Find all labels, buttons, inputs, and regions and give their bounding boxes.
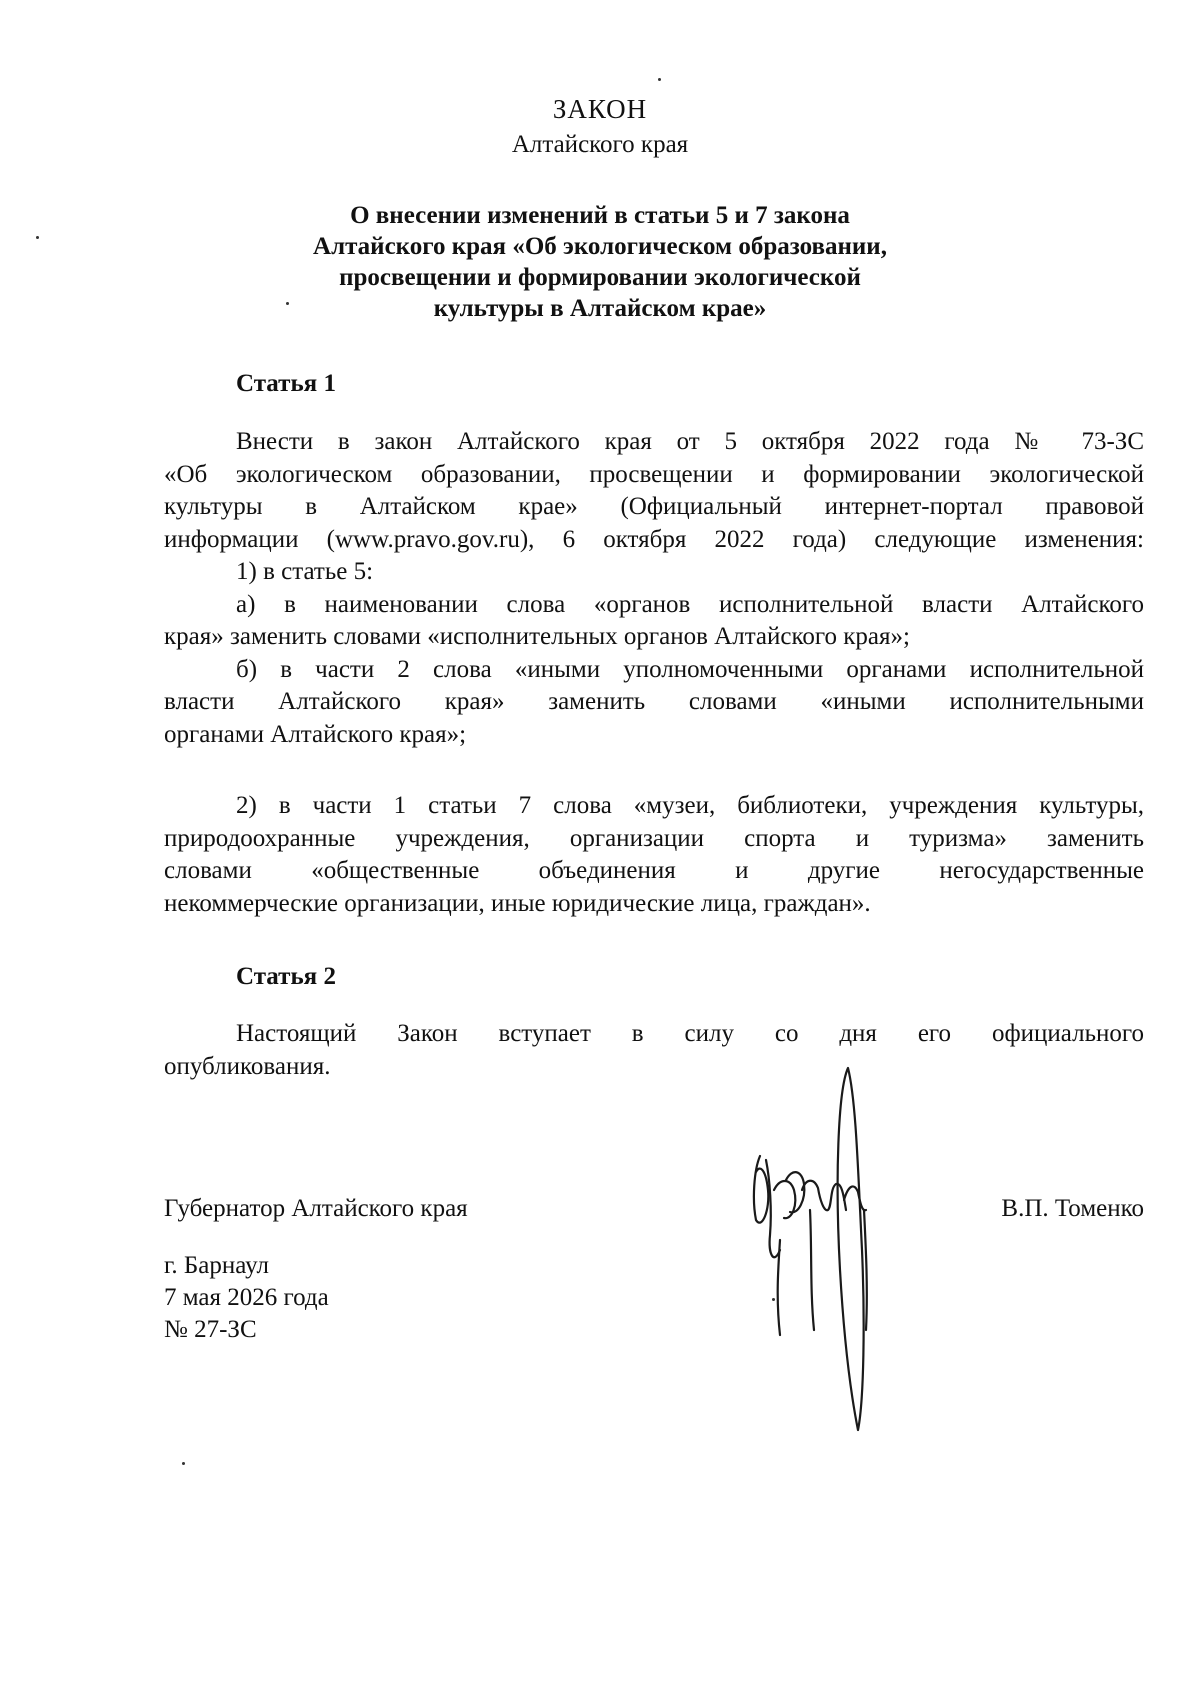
paragraph-line: 1) в статье 5:	[236, 558, 374, 585]
article-1-item-2	[164, 790, 1144, 920]
paragraph-line: «Об экологическом образовании, просвещении и формировании экологической	[164, 460, 1144, 488]
article-2-heading: Статья 2	[236, 963, 336, 990]
paragraph-line: культуры в Алтайском крае» (Официальный интернет-портал правовой	[164, 493, 1144, 520]
paragraph-line: некоммерческие организации, иные юридические лица, граждан».	[164, 889, 871, 917]
signer-position: Губернатор Алтайского края	[164, 1195, 468, 1222]
issue-details	[164, 1250, 329, 1346]
paragraph-line: 2) в части 1 статьи 7 слова «музеи, библиотеки, учреждения культуры,	[236, 792, 1144, 819]
paragraph-line: природоохранные учреждения, организации спорта и туризма» заменить	[164, 824, 1144, 852]
title-line: Алтайского края «Об экологическом образовании,	[313, 233, 887, 260]
title-line: О внесении изменений в статьи 5 и 7 закона	[350, 202, 850, 229]
paragraph-line: б) в части 2 слова «иными уполномоченными органами исполнительной	[236, 655, 1144, 683]
paragraph-line: органами Алтайского края»;	[164, 720, 467, 748]
paragraph-line: словами «общественные объединения и другие негосударственные	[164, 857, 1144, 884]
article-1-body	[164, 426, 1144, 751]
article-1-heading: Статья 1	[236, 370, 336, 397]
paragraph-line: а) в наименовании слова «органов исполнительной власти Алтайского	[236, 590, 1144, 618]
paragraph-line: информации (www.pravo.gov.ru), 6 октября 2022 года) следующие изменения:	[164, 525, 1144, 553]
document-issuer: Алтайского края	[511, 131, 689, 158]
title-line: культуры в Алтайском крае»	[433, 295, 767, 322]
issue-date: 7 мая 2026 года	[164, 1284, 329, 1311]
handwritten-signature	[740, 1060, 940, 1450]
title-line: просвещении и формировании экологической	[339, 264, 861, 291]
scan-speck	[658, 78, 661, 81]
law-number: № 27-ЗС	[164, 1316, 257, 1343]
document-type: ЗАКОН	[552, 94, 648, 124]
scan-speck	[36, 236, 39, 239]
issue-place: г. Барнаул	[164, 1252, 269, 1279]
paragraph-line: Настоящий Закон вступает в силу со дня его официального	[236, 1020, 1144, 1047]
paragraph-line: края» заменить словами «исполнительных органов Алтайского края»;	[164, 623, 910, 650]
scan-speck	[772, 1298, 775, 1301]
signer-name: В.П. Томенко	[1001, 1195, 1144, 1222]
scan-speck	[182, 1462, 185, 1465]
article-2-body	[164, 1018, 1144, 1083]
paragraph-line: власти Алтайского края» заменить словами «иными исполнительными	[164, 688, 1144, 715]
paragraph-line: опубликования.	[164, 1052, 331, 1080]
document-title	[250, 200, 950, 324]
paragraph-line: Внести в закон Алтайского края от 5 октября 2022 года № 73-ЗС	[236, 428, 1144, 455]
scan-speck	[286, 302, 289, 305]
